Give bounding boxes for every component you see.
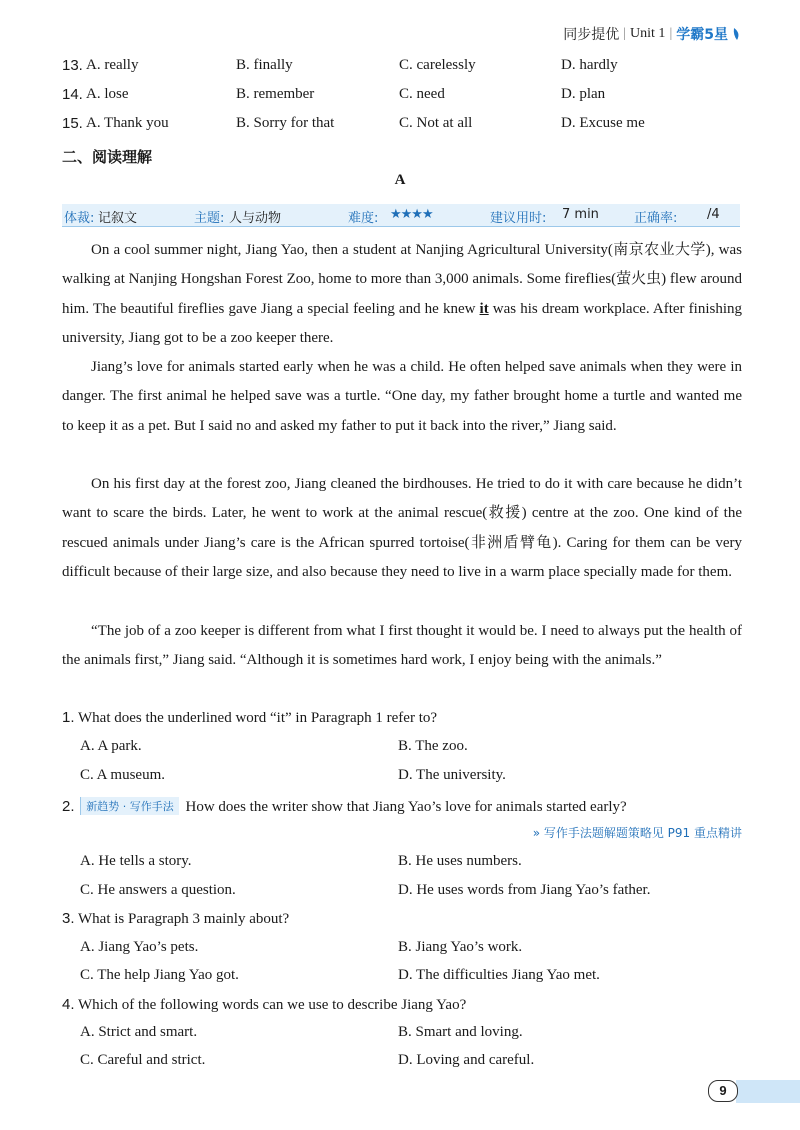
answer-option-d[interactable]: D. The difficulties Jiang Yao met. xyxy=(398,967,600,983)
question-1 xyxy=(62,709,752,727)
page-header xyxy=(563,24,742,44)
header-section: 同步提优 xyxy=(563,28,620,43)
trend-tag: 新趋势 · 写作手法 xyxy=(80,797,179,815)
option-a: A. really xyxy=(86,57,139,73)
answer-option-d[interactable]: D. Loving and careful. xyxy=(398,1052,535,1068)
answer-option-b[interactable]: B. The zoo. xyxy=(398,738,468,754)
answer-option-c[interactable]: C. He answers a question. xyxy=(80,882,236,898)
brand-logo: 学霸5星 xyxy=(676,27,728,43)
time-label: 建议用时: xyxy=(490,211,547,226)
accuracy-value: /4 xyxy=(707,207,720,222)
difficulty-label: 难度: xyxy=(348,211,379,226)
answer-option-a[interactable]: A. He tells a story. xyxy=(80,853,192,869)
passage-paragraph-4: “The job of a zoo keeper is different from what I first thought it would be. I need to always put the health of the animals first,” Jiang said. “Although it is sometimes hard work, I enjoy being with the animals.” xyxy=(62,623,742,669)
answer-option-b[interactable]: B. He uses numbers. xyxy=(398,853,522,869)
double-arrow-icon: » xyxy=(532,826,541,840)
answer-option-a[interactable]: A. A park. xyxy=(80,738,142,754)
time-value: 7 min xyxy=(562,207,599,222)
answer-option-a[interactable]: A. Jiang Yao’s pets. xyxy=(80,939,199,955)
question-number: 3. xyxy=(62,910,75,927)
difficulty-stars-icon: ★★★★ xyxy=(390,207,433,222)
answer-option-b[interactable]: B. Jiang Yao’s work. xyxy=(398,939,523,955)
header-unit: Unit 1 xyxy=(630,26,666,41)
answer-option-d[interactable]: D. He uses words from Jiang Yao’s father. xyxy=(398,882,651,898)
paragraph-text: On a cool summer night, Jiang Yao, then a student at Nanjing Agricultural University(南京农业大学), was walking at Nanjing Hongshan Forest Zoo, home to more than 3,000 animals. Some fireflies(萤火虫) flew around him. The beautiful fireflies gave Jiang a special feeling and he knew xyxy=(62,242,742,317)
answer-option-a[interactable]: A. Strict and smart. xyxy=(80,1024,198,1040)
page-number: 9 xyxy=(708,1080,738,1102)
question-text: What does the underlined word “it” in Paragraph 1 refer to? xyxy=(78,710,438,726)
question-number: 4. xyxy=(62,996,75,1013)
option-c: C. need xyxy=(399,86,445,102)
passage-paragraph-1 xyxy=(62,236,742,353)
answer-option-c[interactable]: C. The help Jiang Yao got. xyxy=(80,967,239,983)
answer-option-c[interactable]: C. A museum. xyxy=(80,767,166,783)
tip-text: 写作手法题解题策略见 P91 重点精讲 xyxy=(543,826,742,840)
question-text: Which of the following words can we use to describe Jiang Yao? xyxy=(78,997,467,1013)
brand-drop-icon xyxy=(732,27,742,41)
page-tab-decoration xyxy=(736,1080,800,1103)
question-4 xyxy=(62,996,752,1014)
option-d: D. plan xyxy=(561,86,606,102)
header-separator: | xyxy=(623,26,627,41)
question-3 xyxy=(62,910,752,928)
strategy-tip xyxy=(533,824,742,841)
question-text: What is Paragraph 3 mainly about? xyxy=(78,911,290,927)
section-title: 二、阅读理解 xyxy=(62,148,153,166)
passage-info-bar xyxy=(62,204,740,227)
question-2 xyxy=(62,797,752,816)
option-c: C. carelessly xyxy=(399,57,476,73)
question-number: 2. xyxy=(62,798,75,815)
option-b: B. Sorry for that xyxy=(236,115,335,131)
underlined-word: it xyxy=(479,300,489,317)
option-b: B. finally xyxy=(236,57,293,73)
question-text: How does the writer show that Jiang Yao’s love for animals started early? xyxy=(185,799,627,815)
accuracy-label: 正确率: xyxy=(634,211,678,226)
question-number: 1. xyxy=(62,709,75,726)
question-number: 15. xyxy=(62,115,83,132)
option-a: A. lose xyxy=(86,86,129,102)
theme-label: 主题: xyxy=(194,211,225,226)
theme-value: 人与动物 xyxy=(229,211,282,226)
paragraph-text: was his dream workplace. After finishing university, Jiang got to be a zoo keeper there. xyxy=(62,300,742,346)
header-separator: | xyxy=(669,26,673,41)
option-b: B. remember xyxy=(236,86,315,102)
question-number: 14. xyxy=(62,86,83,103)
passage-paragraph-3: On his first day at the forest zoo, Jiang cleaned the birdhouses. He tried to do it with care because he didn’t want to scare the birds. Later, he went to work at the animal rescue(救援) centre at the zoo. One kind of the rescued animals under Jiang’s care is the African spurred tortoise(非洲盾臂龟). Caring for them can be very difficult because of their large size, and also because they need to live in a warm place specially made for them. xyxy=(62,476,742,580)
option-d: D. Excuse me xyxy=(561,115,645,131)
answer-option-c[interactable]: C. Careful and strict. xyxy=(80,1052,206,1068)
genre-value: 记叙文 xyxy=(98,211,138,226)
genre-label: 体裁: xyxy=(64,211,95,226)
question-number: 13. xyxy=(62,57,83,74)
passage-label: A xyxy=(394,172,406,188)
option-c: C. Not at all xyxy=(399,115,473,131)
option-a: A. Thank you xyxy=(86,115,169,131)
option-d: D. hardly xyxy=(561,57,618,73)
answer-option-b[interactable]: B. Smart and loving. xyxy=(398,1024,523,1040)
answer-option-d[interactable]: D. The university. xyxy=(398,767,506,783)
passage-paragraph-2: Jiang’s love for animals started early when he was a child. He often helped save animals when they were in danger. The first animal he helped save was a turtle. “One day, my father brought home a turtle and wanted me to keep it as a pet. But I said no and asked my father to put it back into the river,” Jiang said. xyxy=(62,359,742,434)
